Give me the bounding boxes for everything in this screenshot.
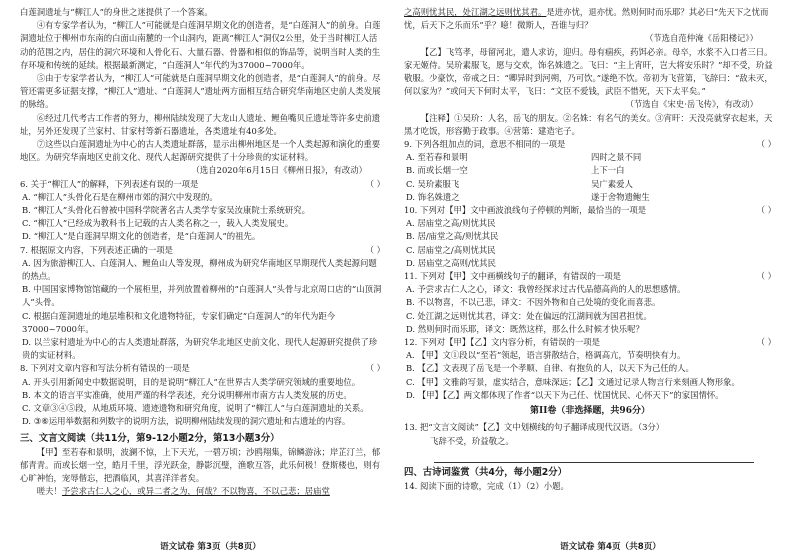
q9-option-d-right: 遂于舍物遗鲍生 [591, 191, 650, 202]
q6-option-b: B. “柳江人”头骨化石曾被中国科学院著名古人类学专家吴汝康院士系统研究。 [22, 205, 311, 216]
answer-bracket: （ ） [756, 139, 776, 150]
paragraph-5: ⑤由于专家学者认为，“柳江人”可能就是白莲洞早期文化的创造者，是“白莲洞人”的前身。尽管还需更多证据支撑，“柳江人”遗址、“白莲洞人”遗址两方面相互结合研究华南地区史前人类发展的脉络。 [20, 73, 381, 110]
q7-option-a: A. 因为旅游柳江人、白莲洞人、鲤鱼山人等发现，柳州成为研究华南地区早期现代人类起源问题的热点。 [22, 257, 377, 282]
q12-option-d: D. 【甲】【乙】两文都体现了作者“以天下为己任、忧国忧民、心怀天下”的家国情怀。 [406, 389, 724, 400]
annotation-notes: 【注释】①吴玠：人名，岳飞的朋友。②名姝：有名气的美女。③宵旰：天没亮就穿衣起来，天黑才吃饭，形容勤于政事。④营第：建造宅子。 [404, 112, 773, 136]
section-4-heading: 四、古诗词鉴赏（共4分，每小题2分） [404, 466, 568, 478]
q9-option-d-left: D. 饰名姝遗之 [406, 191, 460, 202]
q6-option-a: A. “柳江人”头骨化石是在柳州市郊的洞穴中发现的。 [22, 191, 218, 202]
question-7 [20, 244, 385, 257]
answer-line[interactable] [434, 452, 754, 463]
q6-option-d: D. “柳江人”是白莲洞早期文化的创造者，是“白莲洞人”的祖先。 [22, 231, 261, 242]
question-6 [20, 178, 385, 191]
answer-bracket: （ ） [365, 363, 385, 374]
q7-option-c: C. 根据白莲洞遗址的地层堆积和文化遗物特征，专家们确定“白莲洞人”的年代为距今37000~7000年。 [22, 310, 336, 334]
question-14: 14. 阅读下面的诗歌，完成（1）（2）小题。 [404, 480, 569, 491]
q11-option-d: D. 然则何时而乐耶，译文：既然这样，那么什么时候才快乐呢？ [406, 323, 644, 334]
passage-jia-1: 【甲】至若春和景明，波澜不惊，上下天光，一碧万顷；沙鸥翔集，锦鳞游泳；岸芷汀兰，郁郁青青。而或长烟一空，皓月千里，浮光跃金，静影沉璧，渔歌互答，此乐何极！登斯楼也，则有心旷神怡，宠辱偕忘，把酒临风，其喜洋洋者矣。 [20, 446, 381, 484]
q10-option-d: D. 居庙堂之高则/忧其民 [406, 257, 496, 268]
question-9-stem: 9. 下列各组加点的词，意思不相同的一项是 [404, 139, 566, 150]
question-13-sentence: 飞辞不受，玠益敬之。 [430, 435, 514, 446]
q9-options [404, 151, 776, 204]
question-11-stem: 11. 下列对【甲】文中画横线句子的翻译，有错误的一项是 [404, 271, 621, 282]
q12-option-b: B. 【乙】文表现了岳飞是一个孝顺、自律、有抱负的人，以天下为己任的人。 [406, 363, 694, 374]
question-12 [404, 336, 776, 349]
q8-option-d: D. ③⑥运用举数据和列数字的说明方法，说明柳州陆续发现的洞穴遗址和古遗址的内容。 [22, 416, 351, 427]
question-11 [404, 270, 776, 283]
q9-option-a-right: 四时之景不同 [591, 152, 642, 163]
question-10 [404, 204, 776, 217]
question-8 [20, 362, 385, 375]
page-footer-right: 语文试卷 第4页（共8页） [560, 542, 661, 552]
q6-option-c: C. “柳江人”已经成为教科书上记载的古人类名称之一，载入人类发展史。 [22, 218, 294, 229]
paragraph-4: ④有专家学者认为，“柳江人”可能就是白莲洞早期文化的创造者，是“白莲洞人”的前身。白莲洞遗址位于柳州市东南的白面山南麓的一个山洞内，距离“柳江人”洞仅2公里，处于当时柳江人活动的范围之内，居住的洞穴环境和人骨化石、大量石器、骨器和相似的饰品等，说明当时人类的生存环境和传统的延续。根据最新测定，“白莲洞人”年代约为37000~7000年。 [20, 20, 381, 70]
answer-bracket: （ ） [756, 271, 776, 282]
source-citation: （选自2020年6月15日《柳州日报》，有改动） [191, 165, 367, 176]
answer-bracket: （ ） [756, 337, 776, 348]
q9-option-c-left: C. 吴玠素服飞 [406, 178, 460, 189]
q11-option-b: B. 不以物喜，不以己悲，译文：不因外物和自己处境的变化而喜悲。 [406, 297, 661, 308]
q9-option-b-left: B. 而或长烟一空 [406, 165, 468, 176]
passage-jia-underlined: 之高则忧其民，处江湖之远则忧其君。 [404, 7, 547, 17]
q11-option-a: A. 予尝求古仁人之心，译文：我曾经探求过古代品德高尚的人的思想感情。 [406, 284, 686, 295]
question-12-stem: 12. 下列对【甲】【乙】文内容分析，有错误的一项是 [404, 337, 601, 348]
source-citation-2: （节选自《宋史·岳飞传》，有改动） [625, 99, 758, 110]
question-7-stem: 7. 根据原文内容，下列表述正确的一项是 [20, 244, 174, 255]
answer-bracket: （ ） [365, 178, 385, 189]
passage-jia-2-underlined: 予尝求古仁人之心，或异二者之为，何哉？不以物喜，不以己悲；居庙堂 [61, 486, 330, 497]
paragraph-7: ⑦这些以白莲洞遗址为中心的古人类遗址群落，显示出柳州地区是一个人类起源和演化的重要地区。为研究华南地区史前文化、现代人起源研究提供了十分珍贵的实证材料。 [20, 139, 381, 163]
passage-jia-rest: 是进亦忧，退亦忧。然则何时而乐耶？其必曰“先天下之忧而忧，后天下之乐而乐”乎？噫！微斯人，吾谁与归？ [404, 7, 769, 31]
q7-option-b: B. 中国国家博物馆馆藏的一个展柜里，并列放置着柳州的“白莲洞人”头骨与北京周口店的“山顶洞人”头骨。 [22, 284, 382, 308]
q10-option-c: C. 居庙堂之/高则忧其民 [406, 244, 496, 255]
right-column [404, 6, 776, 493]
answer-bracket: （ ） [756, 205, 776, 216]
q8-option-a: A. 开头引用新闻史中数据说明，目的是说明“柳江人”在世界古人类学研究领域的重要地位。 [22, 376, 361, 387]
q9-option-a-left: A. 至若春和景明 [406, 152, 468, 163]
passage-yi: 【乙】飞笃孝，母留河北，遣人求访，迎归。母有痼疾，药饵必亲。母卒，水浆不入口者三日。家无姬侍。吴玠素服飞，愿与交欢，饰名姝遗之。飞曰：“主上宵旰，岂大将安乐时？”却不受，玠益敬服。少豪饮，帝戒之曰：“卿异时到河朔，乃可饮。”遂绝不饮。帝初为飞营第，飞辞曰：“敌未灭，何以家为？”或问天下何时太平，飞曰：“文臣不爱钱，武臣不惜死，天下太平矣。” [404, 46, 773, 97]
part-2-heading: 第II卷（非选择题，共96分） [530, 406, 650, 417]
page-footer-left: 语文试卷 第3页（共8页） [160, 542, 261, 552]
section-3-heading: 三、文言文阅读（共11分，第9-12小题2分，第13小题3分） [20, 432, 280, 444]
passage-jia-2-lead: 嗟夫！ [36, 486, 62, 497]
question-6-stem: 6. 关于“柳江人”的解释，下列表述有误的一项是 [20, 178, 199, 189]
q8-option-b: B. 本文的语言平实准确，使用严谨的科学表述，充分说明柳州市南方古人类发展的历史。 [22, 389, 352, 400]
paragraph-6: ⑥经过几代考古工作者的努力，柳州陆续发现了大龙山人遗址、鲤鱼嘴贝丘遗址等许多史前遗址，另外还发现了兰家村、甘家村等新石器遗址，各类遗址有40多处。 [20, 112, 381, 136]
question-8-stem: 8. 下列对文章内容和写法分析有错误的一项是 [20, 363, 190, 374]
answer-bracket: （ ） [365, 244, 385, 255]
q9-option-c-right: 吴广素爱人 [591, 178, 633, 189]
passage-jia-2 [20, 485, 385, 498]
left-column [20, 6, 385, 499]
q8-option-c: C. 文章③④⑤段，从地质环境、遗迹遗物和研究角度，说明了“柳江人”与白莲洞遗址的关系。 [22, 403, 369, 414]
question-13: 13. 把“文言文阅读”【乙】文中划横线的句子翻译成现代汉语。（3分） [404, 422, 665, 433]
question-10-stem: 10. 下列对【甲】文中画波浪线句子停顿的判断，最恰当的一项是 [404, 205, 647, 216]
q11-option-c: C. 处江湖之远则忧其君，译文：处在偏远的江湖间就为国君担忧。 [406, 310, 652, 321]
q9-option-b-right: 上下一白 [591, 165, 625, 176]
q10-option-b: B. 居/庙堂之高/则忧其民 [406, 231, 499, 242]
q12-option-c: C. 【甲】文雅韵写景，虚实结合，意味深远；【乙】文通过记录人物言行来刻画人物形象。 [406, 376, 740, 387]
source-citation-1: （节选自范仲淹《岳阳楼记》） [644, 33, 758, 44]
question-9 [404, 138, 776, 151]
q12-option-a: A. 【甲】文①段以“至若”领起，语言骈散结合，格调高亢，节奏明快有力。 [406, 350, 686, 361]
intro-line: 白莲洞遗址与“柳江人”的身世之迷提供了一个答案。 [20, 7, 213, 17]
q7-option-d: D. 以兰家村遗址为中心的古人类遗址群落，为研究华北地区史前文化、现代人起源研究提供了珍贵的实证材料。 [22, 337, 378, 361]
passage-jia-continued [404, 6, 776, 32]
q10-option-a: A. 居庙堂之高/则忧其民 [406, 218, 496, 229]
